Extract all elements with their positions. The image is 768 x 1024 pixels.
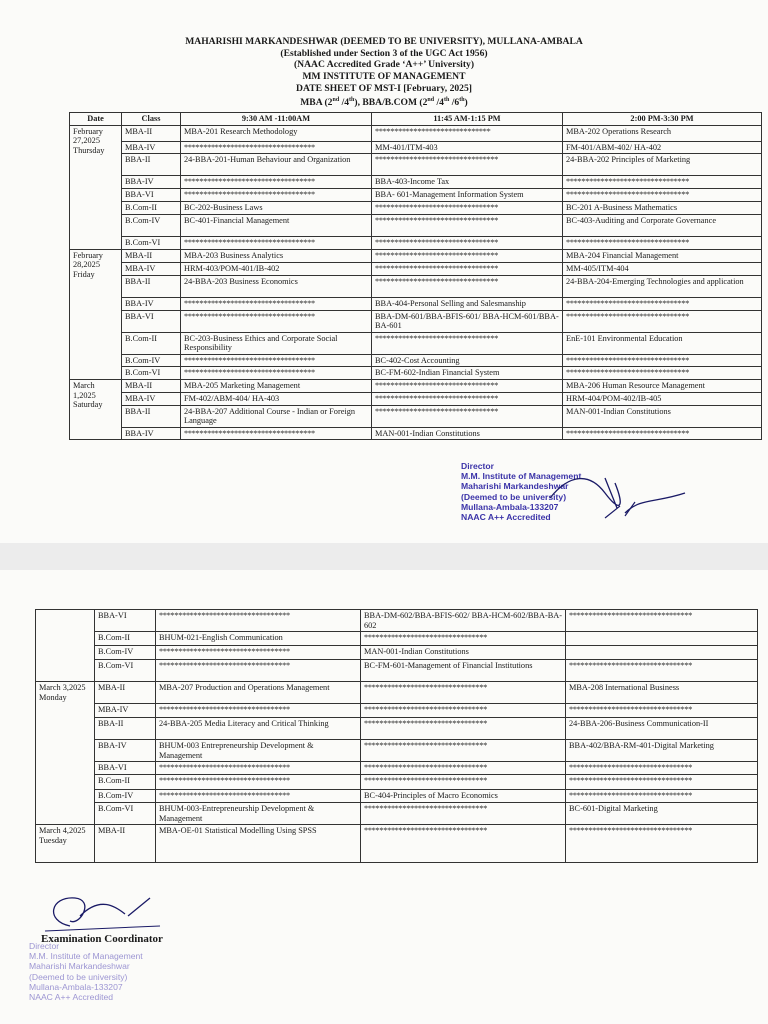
class-cell: MBA-IV: [122, 141, 181, 154]
stamp-line: (Deemed to be university): [29, 971, 128, 982]
class-cell: MBA-II: [95, 682, 156, 704]
paper-cell: BHUM-003 Entrepreneurship Development & Management: [156, 740, 361, 762]
paper-cell: HRM-404/POM-402/IB-405: [563, 392, 762, 405]
paper-cell: 24-BBA-203 Business Economics: [181, 275, 372, 297]
table-row: [70, 154, 762, 176]
paper-cell: ********************************: [372, 380, 563, 393]
table-row: [70, 392, 762, 405]
date-cell: March 3,2025 Monday: [36, 682, 95, 825]
table-row: [36, 646, 758, 660]
table-row: [70, 297, 762, 310]
table-row: [36, 740, 758, 762]
paper-cell: ********************************: [563, 367, 762, 380]
paper-cell: BHUM-021-English Communication: [156, 632, 361, 646]
document-header: [0, 36, 768, 108]
datesheet-title: DATE SHEET OF MST-I [February, 2025]: [296, 82, 472, 94]
paper-cell: 24-BBA-204-Emerging Technologies and application: [563, 275, 762, 297]
date-cell: February 27,2025 Thursday: [70, 125, 122, 249]
table-row: [70, 427, 762, 440]
class-cell: BBA-IV: [122, 427, 181, 440]
class-cell: BBA-IV: [122, 176, 181, 189]
paper-cell: MBA-OE-01 Statistical Modelling Using SPSS: [156, 825, 361, 863]
class-cell: BBA-II: [95, 718, 156, 740]
paper-cell: BC-FM-601-Management of Financial Institutions: [361, 660, 566, 682]
paper-cell: BBA-404-Personal Selling and Salesmanship: [372, 297, 563, 310]
paper-cell: **********************************: [156, 660, 361, 682]
class-cell: BBA-II: [122, 405, 181, 427]
paper-cell: 24-BBA-207 Additional Course - Indian or Foreign Language: [181, 405, 372, 427]
class-cell: BBA-VI: [95, 610, 156, 632]
table-row: [70, 125, 762, 141]
table-row: [36, 632, 758, 646]
paper-cell: BC-601-Digital Marketing: [566, 803, 758, 825]
paper-cell: **********************************: [181, 189, 372, 202]
table-row: [70, 141, 762, 154]
date-cell: March 1,2025 Saturday: [70, 380, 122, 440]
table-row: [70, 262, 762, 275]
table-row: [70, 189, 762, 202]
table-row: [36, 803, 758, 825]
date-cell: [36, 610, 95, 682]
paper-cell: BBA-DM-601/BBA-BFIS-601/ BBA-HCM-601/BBA-BA-601: [372, 310, 563, 332]
paper-cell: 24-BBA-205 Media Literacy and Critical Thinking: [156, 718, 361, 740]
stamp-line: M.M. Institute of Management: [461, 471, 582, 482]
paper-cell: **********************************: [181, 237, 372, 250]
university-name: MAHARISHI MARKANDESHWAR (DEEMED TO BE UNIVERSITY), MULLANA-AMBALA: [185, 36, 583, 47]
paper-cell: BC-FM-602-Indian Financial System: [372, 367, 563, 380]
stamp-title: Director: [29, 941, 60, 951]
paper-cell: ********************************: [361, 825, 566, 863]
class-cell: BBA-IV: [95, 740, 156, 762]
table-row: [70, 405, 762, 427]
column-header-slot-2: 11:45 AM-1:15 PM: [372, 113, 563, 126]
class-cell: BBA-VI: [122, 189, 181, 202]
paper-cell: ********************************: [361, 775, 566, 790]
paper-cell: **********************************: [181, 141, 372, 154]
paper-cell: MBA-207 Production and Operations Management: [156, 682, 361, 704]
stamp-line: Mullana-Ambala-133207: [461, 501, 559, 512]
paper-cell: MM-405/ITM-404: [563, 262, 762, 275]
paper-cell: BC-201 A-Business Mathematics: [563, 202, 762, 215]
paper-cell: FM-402/ABM-404/ HA-403: [181, 392, 372, 405]
paper-cell: ********************************: [361, 632, 566, 646]
paper-cell: BBA-DM-602/BBA-BFIS-602/ BBA-HCM-602/BBA-BA-602: [361, 610, 566, 632]
class-cell: B.Com-IV: [122, 215, 181, 237]
table-row: [70, 380, 762, 393]
table-row: [70, 215, 762, 237]
table-row: [36, 718, 758, 740]
paper-cell: ********************************: [563, 310, 762, 332]
table-row: [36, 825, 758, 863]
date-sheet-table-continued: [35, 609, 758, 863]
paper-cell: ********************************: [361, 704, 566, 718]
establishment-line: (Established under Section 3 of the UGC Act 1956): [280, 47, 488, 59]
accreditation-line: (NAAC Accredited Grade ‘A++’ University): [293, 59, 475, 71]
paper-cell: BC-401-Financial Management: [181, 215, 372, 237]
paper-cell: BHUM-003-Entrepreneurship Development & Management: [156, 803, 361, 825]
paper-cell: FM-401/ABM-402/ HA-402: [563, 141, 762, 154]
class-cell: B.Com-VI: [122, 237, 181, 250]
paper-cell: ********************************: [563, 297, 762, 310]
table-row: [70, 202, 762, 215]
paper-cell: ********************************: [563, 237, 762, 250]
paper-cell: **********************************: [156, 762, 361, 775]
paper-cell: [566, 632, 758, 646]
paper-cell: ********************************: [361, 682, 566, 704]
paper-cell: MM-401/ITM-403: [372, 141, 563, 154]
paper-cell: ********************************: [563, 189, 762, 202]
class-cell: B.Com-IV: [95, 646, 156, 660]
paper-cell: BC-404-Principles of Macro Economics: [361, 790, 566, 803]
paper-cell: BC-402-Cost Accounting: [372, 354, 563, 367]
paper-cell: ********************************: [566, 660, 758, 682]
class-cell: MBA-II: [122, 125, 181, 141]
paper-cell: **********************************: [181, 176, 372, 189]
table-row: [70, 332, 762, 354]
class-cell: B.Com-IV: [122, 354, 181, 367]
table-row: [36, 682, 758, 704]
date-cell: March 4,2025 Tuesday: [36, 825, 95, 863]
paper-cell: ********************************: [372, 202, 563, 215]
paper-cell: MBA-205 Marketing Management: [181, 380, 372, 393]
paper-cell: 24-BBA-201-Human Behaviour and Organization: [181, 154, 372, 176]
class-cell: MBA-II: [122, 380, 181, 393]
table-header-row: [70, 113, 762, 126]
paper-cell: ********************************: [372, 332, 563, 354]
stamp-title: Director: [461, 461, 494, 471]
paper-cell: ********************************: [372, 262, 563, 275]
stamp-line: M.M. Institute of Management: [29, 951, 143, 962]
paper-cell: ********************************: [372, 405, 563, 427]
paper-cell: BBA- 601-Management Information System: [372, 189, 563, 202]
examination-coordinator-label: Examination Coordinator: [41, 933, 163, 945]
table-row: [70, 176, 762, 189]
class-cell: MBA-IV: [122, 262, 181, 275]
coordinator-signature: [40, 886, 180, 936]
paper-cell: HRM-403/POM-401/IB-402: [181, 262, 372, 275]
paper-cell: ********************************: [563, 354, 762, 367]
paper-cell: ********************************: [563, 176, 762, 189]
paper-cell: **********************************: [156, 646, 361, 660]
paper-cell: **********************************: [181, 297, 372, 310]
paper-cell: ********************************: [372, 237, 563, 250]
table-row: [36, 790, 758, 803]
table-row: [70, 275, 762, 297]
class-cell: B.Com-IV: [95, 790, 156, 803]
paper-cell: BBA-402/BBA-RM-401-Digital Marketing: [566, 740, 758, 762]
paper-cell: BC-203-Business Ethics and Corporate Social Responsibility: [181, 332, 372, 354]
table-row: [70, 354, 762, 367]
paper-cell: **********************************: [156, 704, 361, 718]
paper-cell: MBA-204 Financial Management: [563, 249, 762, 262]
column-header-date: Date: [70, 113, 122, 126]
table-row: [36, 610, 758, 632]
paper-cell: [566, 646, 758, 660]
institute-name: MM INSTITUTE OF MANAGEMENT: [302, 71, 466, 83]
paper-cell: MAN-001-Indian Constitutions: [563, 405, 762, 427]
paper-cell: **********************************: [181, 354, 372, 367]
table-row: [36, 775, 758, 790]
paper-cell: 24-BBA-206-Business Communication-II: [566, 718, 758, 740]
paper-cell: ********************************: [372, 249, 563, 262]
paper-cell: EnE-101 Environmental Education: [563, 332, 762, 354]
paper-cell: **********************************: [181, 310, 372, 332]
table-row: [36, 660, 758, 682]
date-sheet-table: [69, 112, 762, 440]
paper-cell: ********************************: [372, 392, 563, 405]
class-cell: B.Com-II: [122, 332, 181, 354]
paper-cell: ******************************: [372, 125, 563, 141]
class-cell: B.Com-VI: [95, 803, 156, 825]
class-cell: BBA-VI: [95, 762, 156, 775]
paper-cell: BC-403-Auditing and Corporate Governance: [563, 215, 762, 237]
class-cell: BBA-II: [122, 275, 181, 297]
class-cell: MBA-IV: [122, 392, 181, 405]
class-cell: B.Com-VI: [122, 367, 181, 380]
paper-cell: BC-202-Business Laws: [181, 202, 372, 215]
paper-cell: **********************************: [156, 775, 361, 790]
paper-cell: ********************************: [566, 704, 758, 718]
table-row: [70, 249, 762, 262]
paper-cell: ********************************: [372, 154, 563, 176]
class-cell: B.Com-VI: [95, 660, 156, 682]
paper-cell: **********************************: [156, 610, 361, 632]
paper-cell: MBA-206 Human Resource Management: [563, 380, 762, 393]
class-cell: B.Com-II: [95, 775, 156, 790]
paper-cell: 24-BBA-202 Principles of Marketing: [563, 154, 762, 176]
class-cell: BBA-II: [122, 154, 181, 176]
table-row: [36, 704, 758, 718]
paper-cell: ********************************: [372, 215, 563, 237]
paper-cell: MBA-202 Operations Research: [563, 125, 762, 141]
class-cell: B.Com-II: [95, 632, 156, 646]
class-cell: BBA-VI: [122, 310, 181, 332]
stamp-line: NAAC A++ Accredited: [29, 992, 114, 1003]
class-cell: MBA-II: [122, 249, 181, 262]
stamp-line: (Deemed to be university): [461, 491, 567, 502]
date-cell: February 28,2025 Friday: [70, 249, 122, 380]
table-row: [70, 237, 762, 250]
paper-cell: ********************************: [566, 775, 758, 790]
paper-cell: ********************************: [361, 803, 566, 825]
paper-cell: BBA-403-Income Tax: [372, 176, 563, 189]
stamp-line: NAAC A++ Accredited: [461, 512, 551, 523]
paper-cell: MBA-201 Research Methodology: [181, 125, 372, 141]
paper-cell: ********************************: [566, 610, 758, 632]
programs-line: MBA (2nd /4th), BBA/B.COM (2nd /4th /6th): [300, 96, 468, 108]
table-row: [70, 310, 762, 332]
paper-cell: ********************************: [361, 762, 566, 775]
paper-cell: MBA-203 Business Analytics: [181, 249, 372, 262]
paper-cell: **********************************: [156, 790, 361, 803]
stamp-line: Mullana-Ambala-133207: [29, 981, 123, 992]
class-cell: B.Com-II: [122, 202, 181, 215]
paper-cell: MBA-208 International Business: [566, 682, 758, 704]
director-stamp-faded: [29, 941, 143, 1002]
paper-cell: ********************************: [566, 790, 758, 803]
table-row: [70, 367, 762, 380]
paper-cell: ********************************: [361, 718, 566, 740]
paper-cell: ********************************: [372, 275, 563, 297]
stamp-line: Maharishi Markandeshwar: [461, 481, 569, 492]
column-header-class: Class: [122, 113, 181, 126]
paper-cell: **********************************: [181, 367, 372, 380]
paper-cell: MAN-001-Indian Constitutions: [361, 646, 566, 660]
paper-cell: ********************************: [566, 825, 758, 863]
paper-cell: **********************************: [181, 427, 372, 440]
paper-cell: MAN-001-Indian Constitutions: [372, 427, 563, 440]
class-cell: MBA-IV: [95, 704, 156, 718]
paper-cell: ********************************: [563, 427, 762, 440]
class-cell: MBA-II: [95, 825, 156, 863]
class-cell: BBA-IV: [122, 297, 181, 310]
paper-cell: ********************************: [361, 740, 566, 762]
table-row: [36, 762, 758, 775]
paper-cell: ********************************: [566, 762, 758, 775]
column-header-slot-3: 2:00 PM-3:30 PM: [563, 113, 762, 126]
director-signature: [545, 468, 695, 528]
stamp-line: Maharishi Markandeshwar: [29, 961, 130, 972]
column-header-slot-1: 9:30 AM -11:00AM: [181, 113, 372, 126]
